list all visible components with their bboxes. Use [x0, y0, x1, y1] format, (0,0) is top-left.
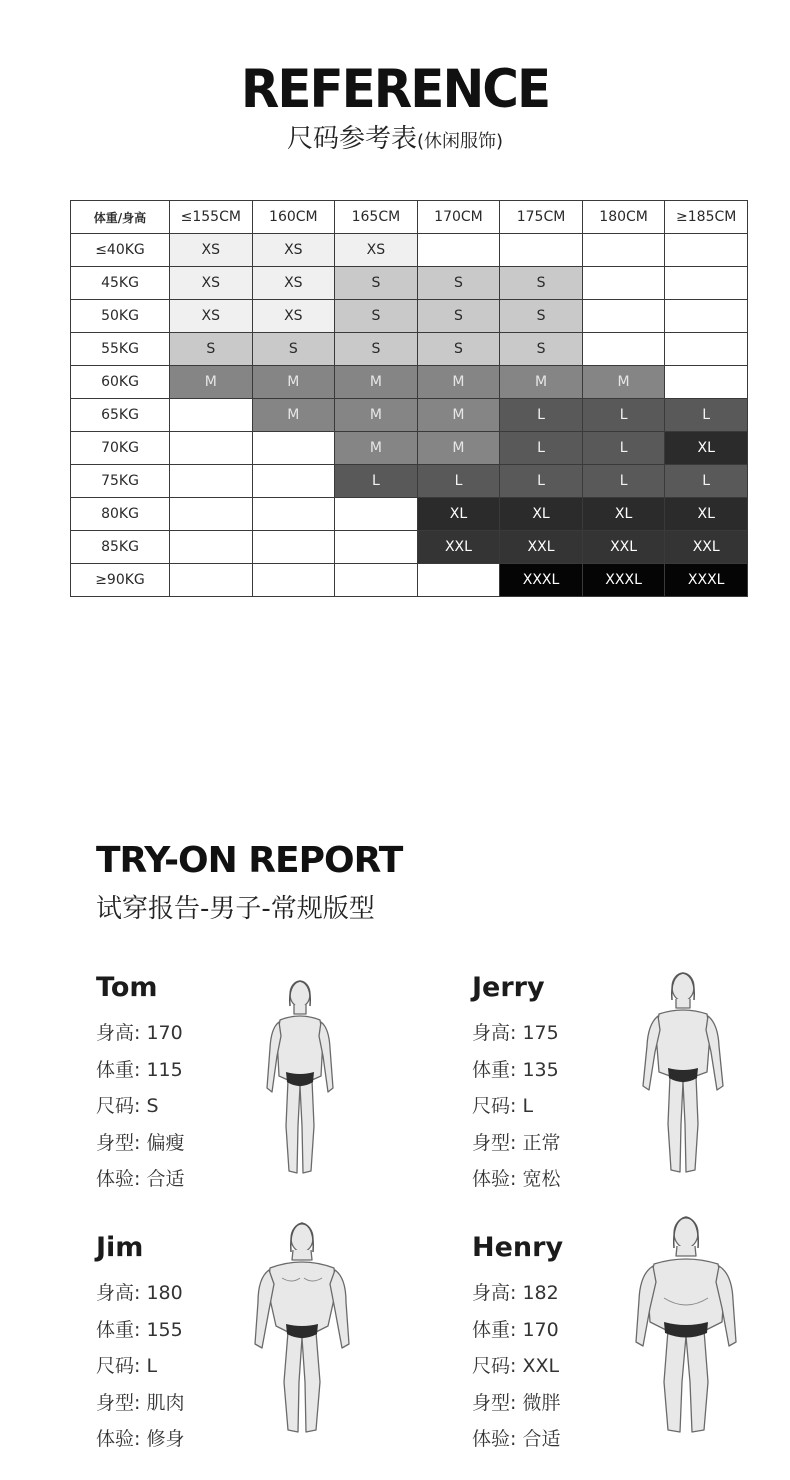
- size-cell: M: [252, 366, 335, 399]
- size-cell: [170, 498, 253, 531]
- size-cell: XL: [500, 498, 583, 531]
- table-row: [71, 465, 748, 498]
- person-fit: 体验: 宽松: [472, 1168, 561, 1190]
- height-header: 175CM: [500, 201, 583, 234]
- weight-label: 60KG: [71, 366, 170, 399]
- person-size: 尺码: L: [96, 1355, 158, 1377]
- size-cell: XS: [335, 234, 418, 267]
- table-row: [71, 267, 748, 300]
- person-build: 身型: 正常: [472, 1131, 561, 1154]
- person-fit: 体验: 合适: [96, 1168, 185, 1190]
- person-build: 身型: 微胖: [472, 1391, 561, 1414]
- size-cell: L: [582, 399, 665, 432]
- height-header: 170CM: [417, 201, 500, 234]
- weight-label: 70KG: [71, 432, 170, 465]
- body-figure-muscular-illustration: [246, 1218, 358, 1448]
- person-height: 身高: 175: [472, 1022, 559, 1044]
- reference-subtitle: [0, 118, 790, 155]
- table-row: [71, 333, 748, 366]
- size-cell: S: [252, 333, 335, 366]
- person-fit: 体验: 修身: [96, 1428, 185, 1450]
- size-cell: [335, 531, 418, 564]
- person-size: 尺码: S: [96, 1095, 159, 1117]
- size-cell: [252, 564, 335, 597]
- table-header-row: [71, 201, 748, 234]
- size-cell: XS: [252, 234, 335, 267]
- weight-label: 65KG: [71, 399, 170, 432]
- person-name: Jim: [96, 1232, 144, 1263]
- table-row: [71, 432, 748, 465]
- reference-subtitle-main: 尺码参考表: [286, 124, 417, 154]
- size-cell: M: [417, 366, 500, 399]
- table-row: [71, 234, 748, 267]
- height-header: 180CM: [582, 201, 665, 234]
- size-cell: S: [500, 333, 583, 366]
- size-cell: L: [582, 465, 665, 498]
- size-cell: [665, 234, 748, 267]
- size-cell: [170, 399, 253, 432]
- body-figure-slim-illustration: [250, 976, 350, 1186]
- size-cell: XXXL: [665, 564, 748, 597]
- size-cell: XS: [252, 267, 335, 300]
- size-cell: XXXL: [582, 564, 665, 597]
- size-cell: S: [335, 300, 418, 333]
- size-cell: S: [417, 300, 500, 333]
- weight-label: 80KG: [71, 498, 170, 531]
- size-cell: M: [252, 399, 335, 432]
- size-cell: [582, 234, 665, 267]
- person-height: 身高: 180: [96, 1282, 183, 1304]
- person-weight: 体重: 135: [472, 1058, 559, 1081]
- size-cell: [665, 366, 748, 399]
- person-weight: 体重: 155: [96, 1318, 183, 1341]
- size-cell: XS: [170, 234, 253, 267]
- weight-label: 85KG: [71, 531, 170, 564]
- person-height: 身高: 182: [472, 1282, 559, 1304]
- person-size: 尺码: XXL: [472, 1355, 560, 1377]
- size-cell: M: [417, 399, 500, 432]
- size-cell: XXL: [582, 531, 665, 564]
- size-cell: XS: [170, 267, 253, 300]
- person-fit: 体验: 合适: [472, 1428, 561, 1450]
- weight-label: 45KG: [71, 267, 170, 300]
- size-cell: [170, 531, 253, 564]
- person-name: Henry: [472, 1232, 564, 1263]
- size-cell: [170, 564, 253, 597]
- size-cell: M: [170, 366, 253, 399]
- size-cell: M: [500, 366, 583, 399]
- height-header: 165CM: [335, 201, 418, 234]
- size-cell: [335, 498, 418, 531]
- size-cell: XS: [252, 300, 335, 333]
- size-cell: [170, 465, 253, 498]
- size-cell: [500, 234, 583, 267]
- height-header: ≥185CM: [665, 201, 748, 234]
- size-cell: XL: [417, 498, 500, 531]
- size-cell: [665, 267, 748, 300]
- table-row: [71, 366, 748, 399]
- size-cell: [665, 300, 748, 333]
- height-header: 160CM: [252, 201, 335, 234]
- person-build: 身型: 偏瘦: [96, 1131, 185, 1154]
- size-cell: L: [500, 432, 583, 465]
- body-figure-chubby-illustration: [626, 1212, 746, 1448]
- person-name: Tom: [96, 972, 158, 1003]
- size-cell: S: [417, 333, 500, 366]
- size-cell: S: [500, 300, 583, 333]
- size-cell: L: [582, 432, 665, 465]
- size-cell: [170, 432, 253, 465]
- table-row: [71, 300, 748, 333]
- table-row: [71, 564, 748, 597]
- person-weight: 体重: 170: [472, 1318, 559, 1341]
- size-cell: [582, 333, 665, 366]
- size-cell: [252, 465, 335, 498]
- weight-label: 50KG: [71, 300, 170, 333]
- size-cell: XL: [665, 432, 748, 465]
- weight-label: 75KG: [71, 465, 170, 498]
- person-size: 尺码: L: [472, 1095, 534, 1117]
- size-cell: L: [665, 399, 748, 432]
- size-cell: M: [335, 432, 418, 465]
- size-cell: XXXL: [500, 564, 583, 597]
- size-cell: [582, 300, 665, 333]
- size-cell: XL: [665, 498, 748, 531]
- reference-subtitle-note: (休闲服饰): [416, 131, 504, 152]
- size-cell: L: [335, 465, 418, 498]
- table-row: [71, 399, 748, 432]
- tryon-title: TRY-ON REPORT: [96, 840, 403, 881]
- size-cell: M: [335, 399, 418, 432]
- weight-label: ≤40KG: [71, 234, 170, 267]
- size-cell: [665, 333, 748, 366]
- size-cell: XXL: [417, 531, 500, 564]
- table-corner-label: 体重/身高: [71, 201, 170, 234]
- size-cell: S: [335, 267, 418, 300]
- person-weight: 体重: 115: [96, 1058, 183, 1081]
- size-cell: XXL: [665, 531, 748, 564]
- size-cell: XXL: [500, 531, 583, 564]
- person-build: 身型: 肌肉: [96, 1391, 185, 1414]
- size-cell: L: [500, 399, 583, 432]
- table-row: [71, 531, 748, 564]
- size-cell: S: [170, 333, 253, 366]
- tryon-subtitle: 试穿报告-男子-常规版型: [96, 894, 375, 924]
- size-cell: XL: [582, 498, 665, 531]
- size-cell: [417, 234, 500, 267]
- size-cell: L: [500, 465, 583, 498]
- size-cell: L: [417, 465, 500, 498]
- weight-label: ≥90KG: [71, 564, 170, 597]
- size-cell: M: [417, 432, 500, 465]
- size-cell: [582, 267, 665, 300]
- person-height: 身高: 170: [96, 1022, 183, 1044]
- size-cell: [417, 564, 500, 597]
- size-cell: S: [335, 333, 418, 366]
- size-cell: [335, 564, 418, 597]
- person-name: Jerry: [472, 972, 545, 1003]
- size-cell: M: [582, 366, 665, 399]
- size-cell: M: [335, 366, 418, 399]
- body-figure-normal-illustration: [628, 968, 738, 1186]
- size-cell: [252, 531, 335, 564]
- size-cell: L: [665, 465, 748, 498]
- size-cell: [252, 432, 335, 465]
- weight-label: 55KG: [71, 333, 170, 366]
- size-cell: XS: [170, 300, 253, 333]
- height-header: ≤155CM: [170, 201, 253, 234]
- size-reference-table: [70, 200, 748, 597]
- reference-title: REFERENCE: [240, 58, 550, 120]
- size-cell: S: [500, 267, 583, 300]
- table-row: [71, 498, 748, 531]
- size-cell: [252, 498, 335, 531]
- size-cell: S: [417, 267, 500, 300]
